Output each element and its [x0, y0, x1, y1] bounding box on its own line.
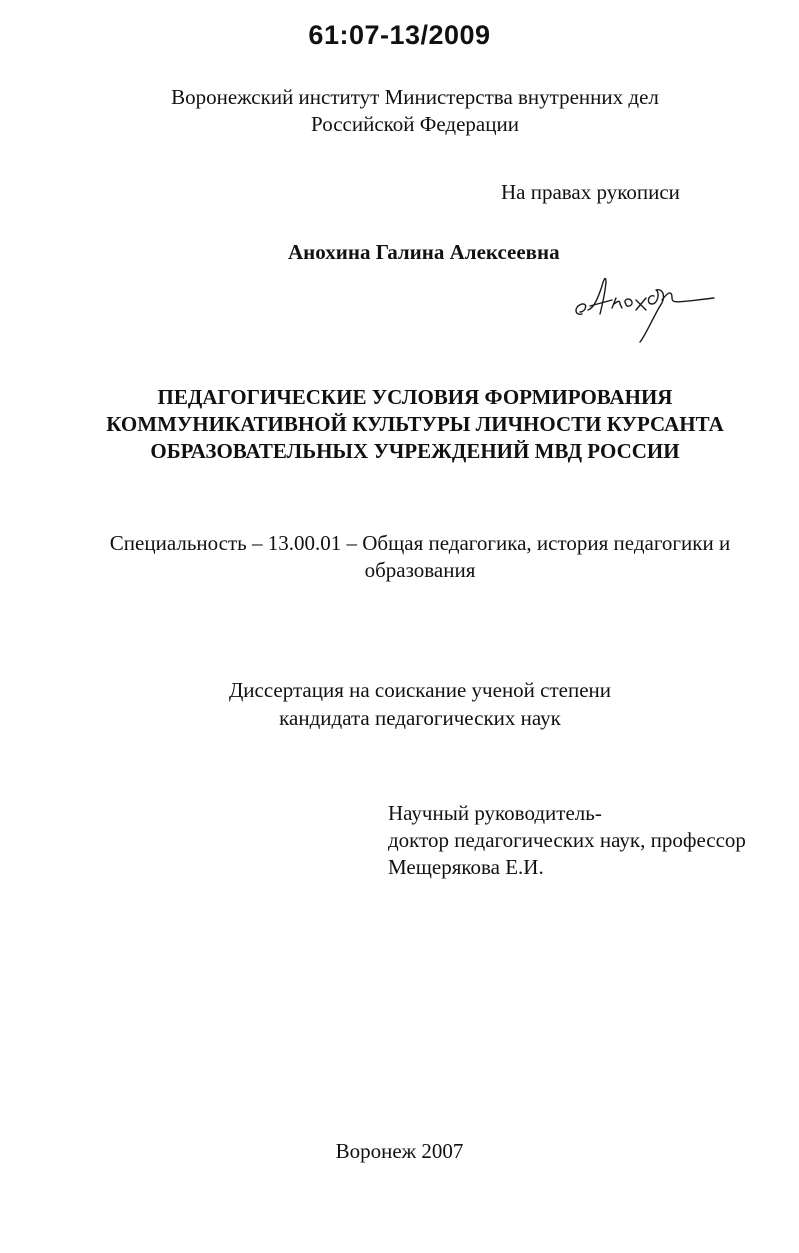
author-signature: [568, 268, 718, 348]
degree-line-1: Диссертация на соискание ученой степени: [228, 678, 612, 702]
degree-line-2: кандидата педагогических наук: [279, 706, 561, 730]
specialty: [90, 530, 750, 584]
city-year: Воронеж 2007: [335, 1139, 464, 1163]
author-name: Анохина Галина Алексеевна: [288, 240, 560, 264]
institute-name: [130, 84, 700, 138]
specialty-line-1: Специальность – 13.00.01 – Общая педагогика, история педагогики и: [109, 531, 731, 555]
registry-code: [0, 20, 799, 51]
supervisor-line-1: Научный руководитель-: [388, 801, 602, 825]
title-line-1: ПЕДАГОГИЧЕСКИЕ УСЛОВИЯ ФОРМИРОВАНИЯ: [157, 385, 673, 409]
registry-code-text: 61:07-13/2009: [308, 20, 491, 50]
specialty-line-2: образования: [364, 558, 476, 582]
institute-line-2: Российской Федерации: [311, 112, 519, 136]
title-line-2: КОММУНИКАТИВНОЙ КУЛЬТУРЫ ЛИЧНОСТИ КУРСАНТА: [106, 412, 724, 436]
dissertation-title: [70, 384, 760, 465]
supervisor-line-3: Мещерякова Е.И.: [388, 855, 544, 879]
title-line-3: ОБРАЗОВАТЕЛЬНЫХ УЧРЕЖДЕНИЙ МВД РОССИИ: [150, 439, 680, 463]
institute-line-1: Воронежский институт Министерства внутренних дел: [171, 85, 659, 109]
supervisor-line-2: доктор педагогических наук, профессор: [388, 828, 746, 852]
rights-note: На правах рукописи: [501, 180, 680, 204]
scientific-supervisor: [388, 800, 746, 881]
degree-statement: [160, 676, 680, 732]
